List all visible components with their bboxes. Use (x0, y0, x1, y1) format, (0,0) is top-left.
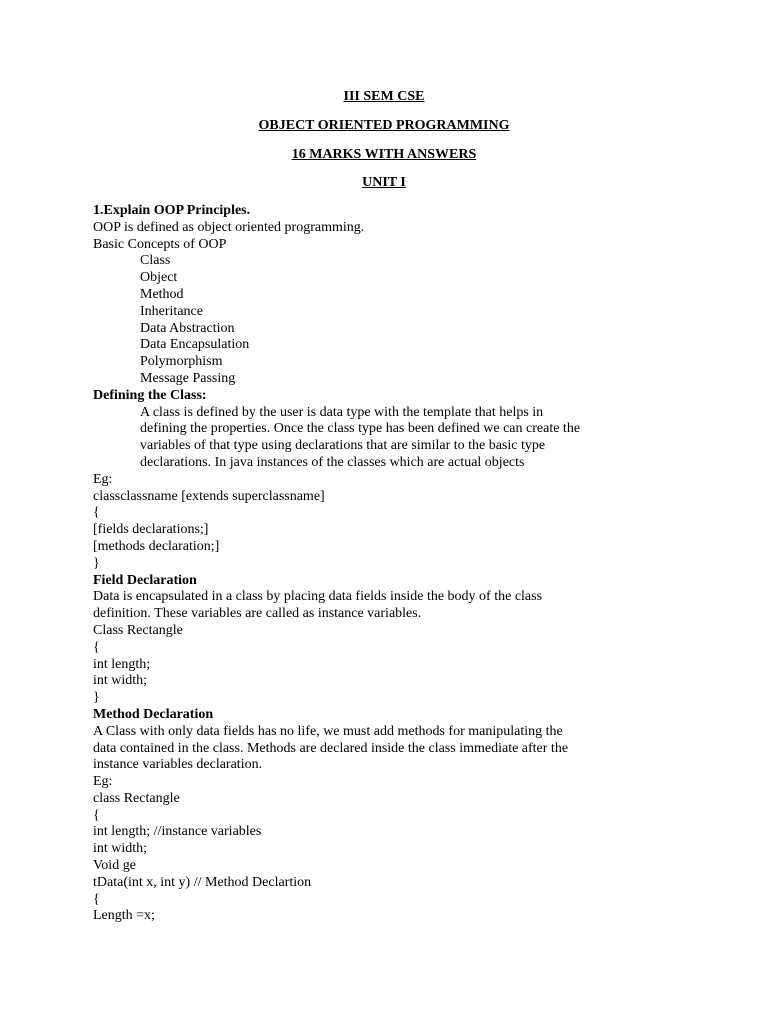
code-line: int length; //instance variables (93, 824, 262, 840)
code-line: { (93, 505, 100, 521)
header-marks: 16 MARKS WITH ANSWERS (291, 147, 477, 162)
code-line: Void ge (93, 858, 136, 874)
code-line: { (93, 639, 100, 655)
code-line: [methods declaration;] (93, 538, 220, 554)
example-label: Eg: (93, 471, 113, 487)
concept-item: Class (140, 253, 171, 269)
code-line: } (93, 690, 100, 706)
code-line: Class Rectangle (93, 622, 183, 638)
concept-item: Message Passing (140, 370, 236, 386)
header-subject: OBJECT ORIENTED PROGRAMMING (258, 118, 510, 133)
oop-definition: OOP is defined as object oriented programming. (93, 219, 365, 235)
concept-item: Data Encapsulation (140, 337, 250, 353)
paragraph-line: instance variables declaration. (93, 757, 263, 773)
concept-item: Inheritance (140, 303, 203, 319)
code-line: int length; (93, 656, 151, 672)
header-unit: UNIT I (362, 175, 406, 190)
field-declaration-heading: Field Declaration (93, 572, 197, 588)
code-line: class Rectangle (93, 790, 180, 806)
paragraph-line: defining the properties. Once the class type has been defined we can create the (140, 421, 581, 437)
code-line: } (93, 555, 100, 571)
method-declaration-heading: Method Declaration (93, 706, 214, 722)
paragraph-line: data contained in the class. Methods are declared inside the class immediate after the (93, 740, 569, 756)
example-label: Eg: (93, 774, 113, 790)
paragraph-line: Data is encapsulated in a class by placing data fields inside the body of the class (93, 589, 543, 605)
defining-class-heading: Defining the Class: (93, 387, 207, 403)
basic-concepts-heading: Basic Concepts of OOP (93, 236, 227, 252)
code-line: int width; (93, 673, 148, 689)
question-title: 1.Explain OOP Principles. (93, 203, 251, 218)
code-line: classclassname [extends superclassname] (93, 488, 325, 504)
concept-item: Polymorphism (140, 354, 223, 370)
concept-item: Data Abstraction (140, 320, 235, 336)
paragraph-line: A Class with only data fields has no life, we must add methods for manipulating the (93, 723, 563, 739)
paragraph-line: declarations. In java instances of the classes which are actual objects (140, 454, 525, 470)
code-line: Length =x; (93, 908, 155, 924)
code-line: { (93, 891, 100, 907)
code-line: int width; (93, 841, 148, 857)
paragraph-line: definition. These variables are called as instance variables. (93, 606, 422, 622)
paragraph-line: variables of that type using declarations that are similar to the basic type (140, 438, 546, 454)
concept-item: Object (140, 270, 178, 286)
code-line: [fields declarations;] (93, 522, 209, 538)
document-body (93, 203, 733, 925)
header-course: III SEM CSE (343, 89, 425, 104)
code-line: { (93, 807, 100, 823)
paragraph-line: A class is defined by the user is data type with the template that helps in (140, 404, 544, 420)
concept-item: Method (140, 286, 184, 302)
code-line: tData(int x, int y) // Method Declartion (93, 874, 312, 890)
